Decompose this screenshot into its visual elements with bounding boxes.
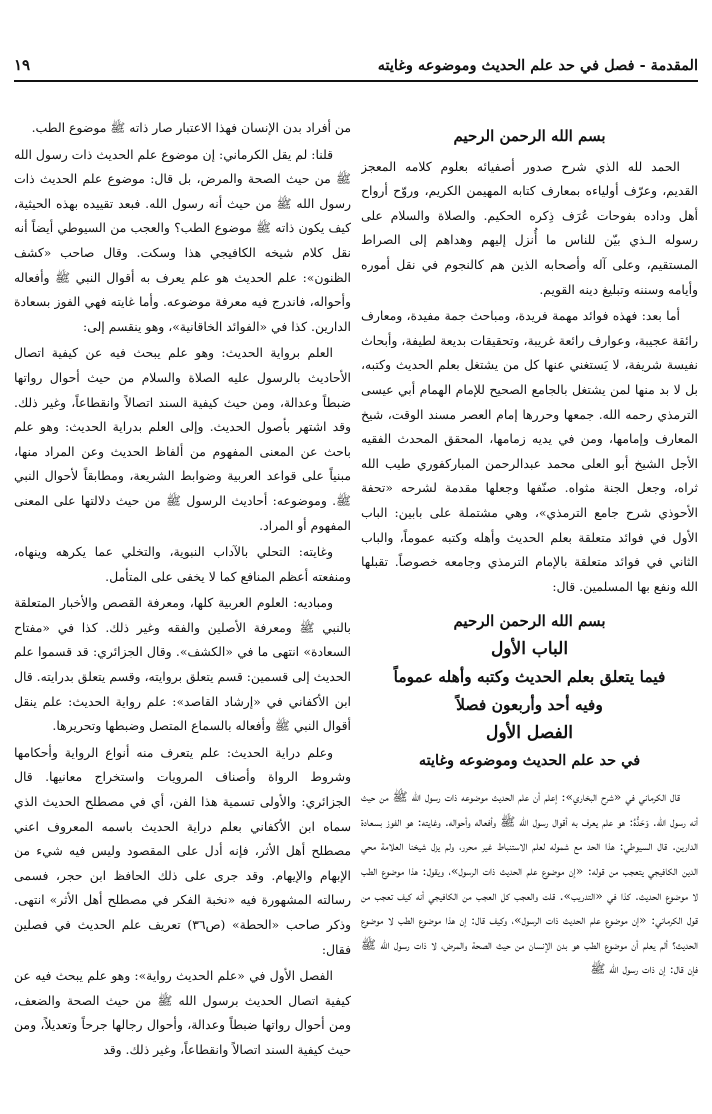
chapter-heading-block: [361, 607, 698, 775]
heading-section-one: الفصل الأول: [485, 723, 574, 744]
running-header: [14, 50, 698, 82]
paragraph-diraya-definition: وعلم دراية الحديث: علم يتعرف منه أنواع الرواية وأحكامها وشروط الرواة وأصناف المرويات واستخراج معانيها. قال الجزائري: والأولى تسمية هذا الفن، أي في مصطلح الحديث الذي سماه ابن الأكفاني بعلم دراية الحديث باسمه المعروف اعني مصطلح أهل الأثر، فإنه أدل على المقصود وليس فيه شيء من الإبهام والإيهام. وقد جرى على ذلك الحافظ ابن حجر، فسمى رسالته المشهورة فيه «نخبة الفكر في مصطلح أهل الأثر» انتهى. وذكر صاحب «الحطة» (ص٣٦) تعريف علم الحديث في فصلين فقال:: [14, 744, 351, 957]
heading-section-subtitle: في حد علم الحديث وموضوعه وغايته: [418, 752, 641, 770]
heading-chapter-count: وفيه أحد وأربعون فصلاً: [456, 695, 603, 715]
left-column: [14, 116, 351, 1101]
paragraph-kirmani-definition: قال الكرماني في «شرح البخاري»: إعلم أن علم الحديث موضوعه ذات رسول الله ﷺ من حيث أنه رسول الله. وَحَدُّهُ: هو علم يعرف به أقوال رسول الله ﷺ وأفعاله وأحواله. وغايته: هو الفوز بسعادة الدارين. قال السيوطي: هذا الحد مع شموله لعلم الاستنباط غير محرر، ولم يزل شيخنا العلامة محي الدين الكافيجي يتعجب من قوله: «إن موضوع علم الحديث ذات الرسول»، ويقول: هذا موضوع الطب لا موضوع الحديث. كذا في «التدريب». قلت والعجب كل العجب من الكافيجي أنه كيف تعجب من قول الكرماني: «إن موضوع علم الحديث ذات الرسول»، وكيف قال: إن هذا موضوع الطب لا موضوع الحديث؟ ألم يعلم أن موضوع الطب هو بدن الإنسان من حيث الصحة والمرض، لا ذات رسول الله ﷺ فإن قال: إن ذات رسول الله ﷺ: [361, 789, 698, 977]
right-column: [361, 116, 698, 1101]
paragraph-rebuttal: قلنا: لم يقل الكرماني: إن موضوع علم الحديث ذات رسول الله ﷺ من حيث الصحة والمرض، بل قال: موضوع علم الحديث ذات رسول الله ﷺ من حيث أنه رسول الله. فبعد تقييده بهذه الحيثية، كيف يكون ذاته ﷺ موضوع الطب؟ والعجب من السيوطي أيضاً أنه نقل كلام شيخه الكافيجي هذا وسكت. وقال صاحب «كشف الظنون»: علم الحديث هو علم يعرف به أقوال النبي ﷺ وأفعاله وأحواله، فاندرج فيه معرفة موضوعه. وأما غايته فهي الفوز بسعادة الدارين. كذا في «الفوائد الخاقانية»، وهو ينقسم إلى:: [14, 146, 351, 334]
heading-chapter-subtitle: فيما يتعلق بعلم الحديث وكتبه وأهله عموماً: [393, 667, 666, 687]
paragraph-introduction: أما بعد: فهذه فوائد مهمة فريدة، ومباحث جمة مفيدة، ومعارف رائقة عجيبة، وعوارف رائعة غريبة، وتحقيقات بديعة لطيفة، وأبحاث نفيسة شريفة، لا يَستغني عنها كل من يشتغل بعلم الحديث وكتبه، بل لا بد منها لمن يشتغل بالجامع الصحيح للإمام الهمام أبي عيسى الترمذي رحمه الله. جمعها وحررها إمام العصر مسند الوقت، شيخ المعارف وإمامها، ومن في يديه زمامها، المحقق المحدث الفقيه الأجل الشيخ أبو العلى محمد عبدالرحمن المباركفوري طيب الله ثراه، وجعل الجنة مثواه. صنّفها وجعلها مقدمة لشرحه «تحفة الأحوذي شرح جامع الترمذي»، وهي مشتملة على بابين: الباب الأول في فوائد متعلقة بعلم الحديث وأهله وكتبه عموماً، والباب الثاني في فوائد متعلقة بالإمام الترمذي وجامعه خصوصاً. تقبلها الله ونفع بها المسلمين. قال:: [361, 308, 698, 594]
paragraph-riwaya-diraya: العلم برواية الحديث: وهو علم يبحث فيه عن كيفية اتصال الأحاديث بالرسول عليه الصلاة والسلام من حيث أحوال رواتها ضبطاً وعدالة، ومن حيث كيفية السند اتصالاً وانقطاعاً، وغير ذلك. وقد اشتهر بأصول الحديث. وإلى العلم بدراية الحديث: وهو علم باحث عن المعنى المفهوم من ألفاظ الحديث وعن المراد منها، مبنياً على قواعد العربية وضوابط الشريعة، ومطابقاً لأحوال النبي ﷺ. وموضوعه: أحاديث الرسول ﷺ من حيث دلالتها على المعنى المفهوم أو المراد.: [14, 345, 351, 533]
paragraph-first-section: الفصل الأول في «علم الحديث رواية»: وهو علم يبحث فيه عن كيفية اتصال الحديث برسول الله ﷺ من حيث الصحة والضعف، ومن أحوال رواتها ضبطاً وعدالة، وأحوال رجالها جرحاً وتعديلاً، ومن حيث كيفية السند اتصالاً وانقطاعاً، وغير ذلك. وقد: [14, 968, 351, 1057]
page-number: ١٩: [14, 56, 31, 74]
heading-basmala: بسم الله الرحمن الرحيم: [453, 612, 606, 631]
paragraph-continuation: من أفراد بدن الإنسان فهذا الاعتبار صار ذاته ﷺ موضوع الطب.: [31, 120, 351, 135]
running-title: المقدمة - فصل في حد علم الحديث وموضوعه وغايته: [377, 56, 698, 74]
paragraph-praise: الحمد لله الذي شرح صدور أصفيائه بعلوم كلامه المعجز القديم، وعرّف أولياءه بمعارف كتابه المهيمن الكريم، وروّح أرواح أهل وداده بفوحات عُرَف ذِكره الحكيم. والصلاة والسلام على رسوله الـذي بيّن للناس ما أُنزل إليهم وهداهم إلى الصراط المستقيم، وعلى آله وأصحابه الذين هم كالنجوم في نقل أموره وأيامه وسننه وتبليغ دينه القويم.: [361, 158, 698, 297]
paragraph-principles: ومباديه: العلوم العربية كلها، ومعرفة القصص والأخبار المتعلقة بالنبي ﷺ ومعرفة الأصلين والفقه وغير ذلك. كذا في «مفتاح السعادة» انتهى ما في «الكشف». وقال الجزائري: قد قسموا علم الحديث إلى قسمين: قسم يتعلق بروايته، وقسم يتعلق بدرايته. قال ابن الأكفاني في «إرشاد القاصد»: علم رواية الحديث: علم ينقل أقوال النبي ﷺ وأفعاله بالسماع المتصل وضبطها وتحريرها.: [14, 595, 351, 734]
heading-chapter-one: الباب الأول: [490, 639, 569, 660]
opening-basmala: بسم الله الرحمن الرحيم: [453, 127, 606, 145]
paragraph-goal: وغايته: التحلي بالآداب النبوية، والتخلي عما يكرهه وينهاه، ومنفعته أعظم المنافع كما لا يخفى على المتأمل.: [14, 544, 351, 584]
